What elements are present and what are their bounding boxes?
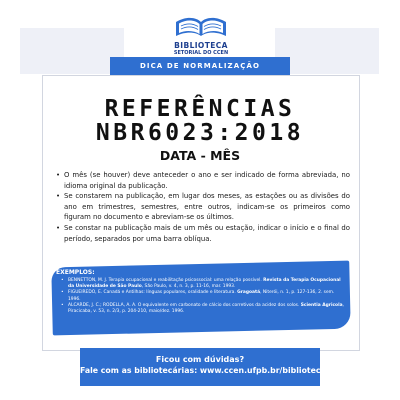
example-journal: Gragoatá (237, 290, 261, 296)
example-text: FIGUEIREDO, E. Canadá e Antilhas: línguas populares, oralidade e literatura. (68, 290, 236, 296)
example-item (56, 278, 346, 290)
section-subtitle: DATA - MÊS (159, 148, 241, 163)
bg-square-right (275, 28, 379, 74)
contact-footer (80, 348, 326, 386)
footer-contact: Fale com as bibliotecárias: www.ccen.ufpb.br/biblioteca (80, 366, 326, 375)
example-details: , Niterói, n. 1, p. 127-136, 2. sem. 1996. (68, 290, 335, 302)
bg-square-left (20, 28, 124, 74)
example-details: , Piracicaba, v. 53, n. 2/3, p. 204-210, maio/dez. 1996. (68, 302, 344, 315)
rule-item: • O mês (se houver) deve anteceder o ano e ser indicado de forma abreviada, no idioma original da publicação. (56, 170, 350, 191)
logo-subtitle: SETORIAL DO CCEN (173, 50, 229, 56)
example-journal: Revista da Terapia Ocupacional da Universidade de São Paulo (68, 278, 341, 290)
examples-title: EXEMPLOS: (56, 269, 95, 276)
example-item (56, 290, 346, 302)
open-book-icon (172, 14, 230, 40)
example-text: BENNETTON, M. J. Terapia ocupacional e reabilitação psicossocial: uma relação possível. (68, 278, 262, 283)
example-text: ALCARDE, J. C.; RODELLA, A. A. O equivalente em carbonato de cálcio dos corretivos da acidez dos solos. (68, 302, 300, 308)
page-title-standard: NBR6023:2018 (95, 120, 305, 146)
logo-title: BIBLIOTECA (174, 41, 228, 50)
tip-banner: DICA DE NORMALIZAÇÃO (110, 57, 290, 75)
rule-item: • Se constar na publicação mais de um mês ou estação, indicar o início e o final do período, separados por uma barra oblíqua. (56, 223, 350, 244)
library-logo (171, 14, 231, 60)
rules-list (56, 170, 350, 244)
example-details: , São Paulo, v. 4, n. 3, p. 11-16, mar. 1993. (141, 284, 236, 290)
examples-content (56, 268, 346, 315)
example-journal: Scientia Agricola (300, 302, 343, 308)
examples-list (56, 278, 346, 315)
rule-item: • Se constarem na publicação, em lugar dos meses, as estações ou as divisões do ano em trimestres, semestres, entre outros, indicam-se os primeiros como figuram no documento e abreviam-se os últimos. (56, 191, 350, 223)
page-title: REFERÊNCIAS (104, 96, 296, 122)
footer-question: Ficou com dúvidas? (155, 355, 245, 364)
example-item (56, 303, 346, 315)
